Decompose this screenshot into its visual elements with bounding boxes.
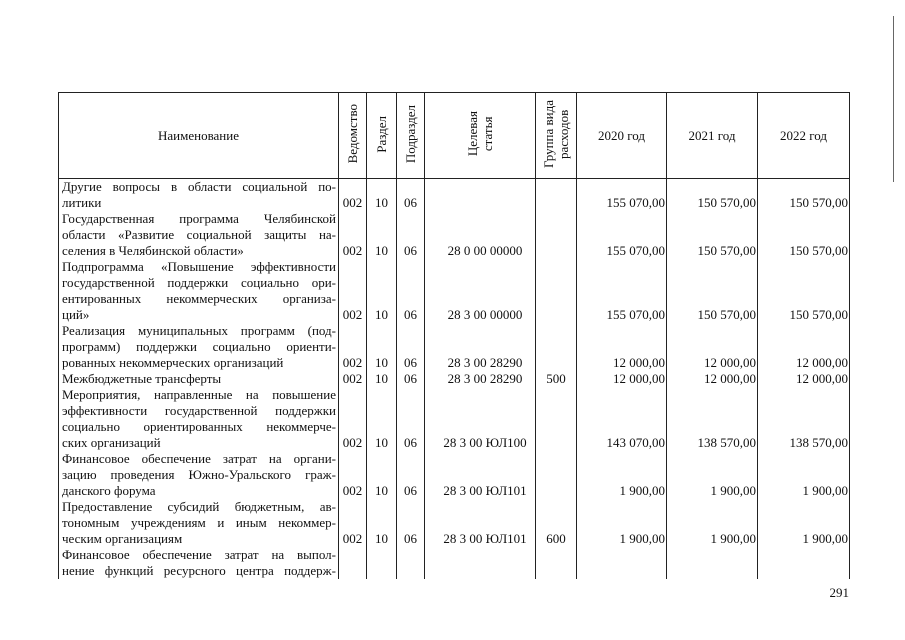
row-target-article: 28 3 00 ЮЛ101 [425,451,536,499]
row-subsection-code: 06 [397,323,425,371]
row-section-code: 10 [367,387,397,451]
table-row [59,371,850,387]
row-amount-2020: 1 900,00 [577,499,667,547]
row-name-line: программ) поддержки социально ориенти- [62,339,336,354]
column-header-department-text: Ведомство [345,104,360,164]
column-header-subsection-text: Подраздел [403,104,418,164]
table-header [59,93,850,179]
row-expense-group [536,211,577,259]
row-section-code: 10 [367,371,397,387]
row-section-code: 10 [367,499,397,547]
table-row [59,323,850,371]
row-amount-2021: 1 900,00 [667,499,758,547]
row-expense-group: 500 [536,371,577,387]
row-amount-2020: 12 000,00 [577,323,667,371]
row-amount-2021: 150 570,00 [667,259,758,323]
row-subsection-code: 06 [397,179,425,212]
row-name-line: государственной поддержки социально ори- [62,275,336,290]
row-name-line: Межбюджетные трансферты [62,371,222,386]
row-amount-2020: 143 070,00 [577,387,667,451]
column-header-target-article [425,93,536,179]
row-amount-2022: 150 570,00 [758,211,850,259]
row-section-code: 10 [367,259,397,323]
row-amount-2021: 150 570,00 [667,179,758,212]
row-name-line: литики [62,195,102,210]
row-amount-2022: 138 570,00 [758,387,850,451]
row-name-cell [59,371,339,387]
row-department-code: 002 [339,451,367,499]
row-amount-2021: 12 000,00 [667,371,758,387]
row-name-line: данского форума [62,483,156,498]
row-department-code: 002 [339,259,367,323]
row-name-cell [59,547,339,579]
row-name-cell [59,451,339,499]
row-department-code: 002 [339,499,367,547]
row-subsection-code: 06 [397,259,425,323]
row-name-line: области «Развитие социальной защиты на- [62,227,336,242]
row-amount-2020: 155 070,00 [577,211,667,259]
row-name-cell [59,179,339,212]
table-row [59,451,850,499]
row-subsection-code [397,547,425,579]
row-name-line: Финансовое обеспечение затрат на выпол- [62,547,336,562]
page-number: 291 [829,585,849,600]
row-expense-group [536,179,577,212]
row-subsection-code: 06 [397,371,425,387]
row-department-code: 002 [339,211,367,259]
row-amount-2020: 1 900,00 [577,451,667,499]
row-name-line: ций» [62,307,90,322]
table-body [59,179,850,580]
header-row [59,93,850,179]
row-name-cell [59,499,339,547]
column-header-2022 [758,93,850,179]
row-department-code: 002 [339,179,367,212]
row-name-cell [59,387,339,451]
column-header-section [367,93,397,179]
column-header-target-article-line: статья [480,116,495,152]
row-target-article [425,547,536,579]
row-amount-2021: 12 000,00 [667,323,758,371]
row-target-article: 28 3 00 00000 [425,259,536,323]
row-name-line: Мероприятия, направленные на повышение [62,387,336,402]
row-expense-group [536,259,577,323]
row-subsection-code: 06 [397,387,425,451]
row-name-line: ских организаций [62,435,161,450]
table-row [59,211,850,259]
column-header-2020-label: 2020 год [598,128,645,143]
column-header-department-label [345,104,360,163]
row-expense-group [536,323,577,371]
row-target-article: 28 3 00 ЮЛ100 [425,387,536,451]
row-amount-2022: 150 570,00 [758,179,850,212]
row-amount-2021: 138 570,00 [667,387,758,451]
row-name-line: ентированных некоммерческих организа- [62,291,336,306]
column-header-section-label [374,116,389,153]
column-header-department [339,93,367,179]
row-amount-2021: 1 900,00 [667,451,758,499]
budget-table [58,92,850,579]
row-subsection-code: 06 [397,211,425,259]
row-expense-group [536,387,577,451]
table-row [59,387,850,451]
row-target-article: 28 3 00 28290 [425,371,536,387]
row-subsection-code: 06 [397,499,425,547]
column-header-2021-label: 2021 год [688,128,736,143]
row-section-code: 10 [367,211,397,259]
scan-edge-line [893,16,894,182]
row-target-article: 28 3 00 28290 [425,323,536,371]
table-row [59,179,850,212]
row-target-article: 28 0 00 00000 [425,211,536,259]
row-amount-2020: 155 070,00 [577,259,667,323]
table-row [59,499,850,547]
column-header-name-label: Наименование [158,128,239,143]
column-header-2020 [577,93,667,179]
row-expense-group: 600 [536,499,577,547]
row-amount-2021 [667,547,758,579]
row-section-code: 10 [367,451,397,499]
row-amount-2022: 1 900,00 [758,499,850,547]
column-header-2022-label: 2022 год [780,128,827,143]
table-row [59,259,850,323]
row-amount-2020: 155 070,00 [577,179,667,212]
row-amount-2020: 12 000,00 [577,371,667,387]
row-name-line: рованных некоммерческих организаций [62,355,284,370]
row-name-cell [59,323,339,371]
row-amount-2020 [577,547,667,579]
row-name-cell [59,259,339,323]
row-name-line: социально ориентированных некоммерче- [62,419,336,434]
column-header-target-article-line: Целевая [465,111,480,157]
row-target-article: 28 3 00 ЮЛ101 [425,499,536,547]
row-department-code [339,547,367,579]
row-amount-2022: 12 000,00 [758,323,850,371]
row-name-cell [59,211,339,259]
row-subsection-code: 06 [397,451,425,499]
row-name-line: Государственная программа Челябинской [62,211,336,226]
column-header-subsection-label [403,105,418,163]
row-name-line: нение функций ресурсного центра поддерж- [62,563,336,578]
row-name-line: Предоставление субсидий бюджетным, ав- [62,499,336,514]
column-header-expense-group [536,93,577,179]
row-amount-2021: 150 570,00 [667,211,758,259]
row-department-code: 002 [339,387,367,451]
row-amount-2022: 150 570,00 [758,259,850,323]
row-department-code: 002 [339,323,367,371]
row-name-line: Финансовое обеспечение затрат на органи- [62,451,336,466]
column-header-subsection [397,93,425,179]
row-target-article [425,179,536,212]
row-name-line: Другие вопросы в области социальной по- [62,179,336,194]
column-header-expense-group-label [541,100,571,168]
row-amount-2022: 1 900,00 [758,451,850,499]
column-header-expense-group-line: расходов [556,109,571,159]
row-amount-2022 [758,547,850,579]
column-header-2021 [667,93,758,179]
row-amount-2022: 12 000,00 [758,371,850,387]
row-name-line: зацию проведения Южно-Уральского граж- [62,467,336,482]
row-name-line: ческим организациям [62,531,183,546]
column-header-expense-group-line: Группа вида [541,100,556,168]
column-header-target-article-label [465,111,495,156]
row-department-code: 002 [339,371,367,387]
table-row [59,547,850,579]
column-header-section-text: Раздел [374,115,389,153]
row-section-code: 10 [367,323,397,371]
row-name-line: Реализация муниципальных программ (под- [62,323,336,338]
row-name-line: селения в Челябинской области» [62,243,244,258]
row-name-line: тономным учреждениям и иным некоммер- [62,515,336,530]
row-name-line: Подпрограмма «Повышение эффективности [62,259,336,274]
row-section-code [367,547,397,579]
row-expense-group [536,451,577,499]
row-name-line: эффективности государственной поддержки [62,403,336,418]
row-expense-group [536,547,577,579]
column-header-name [59,93,339,179]
row-section-code: 10 [367,179,397,212]
